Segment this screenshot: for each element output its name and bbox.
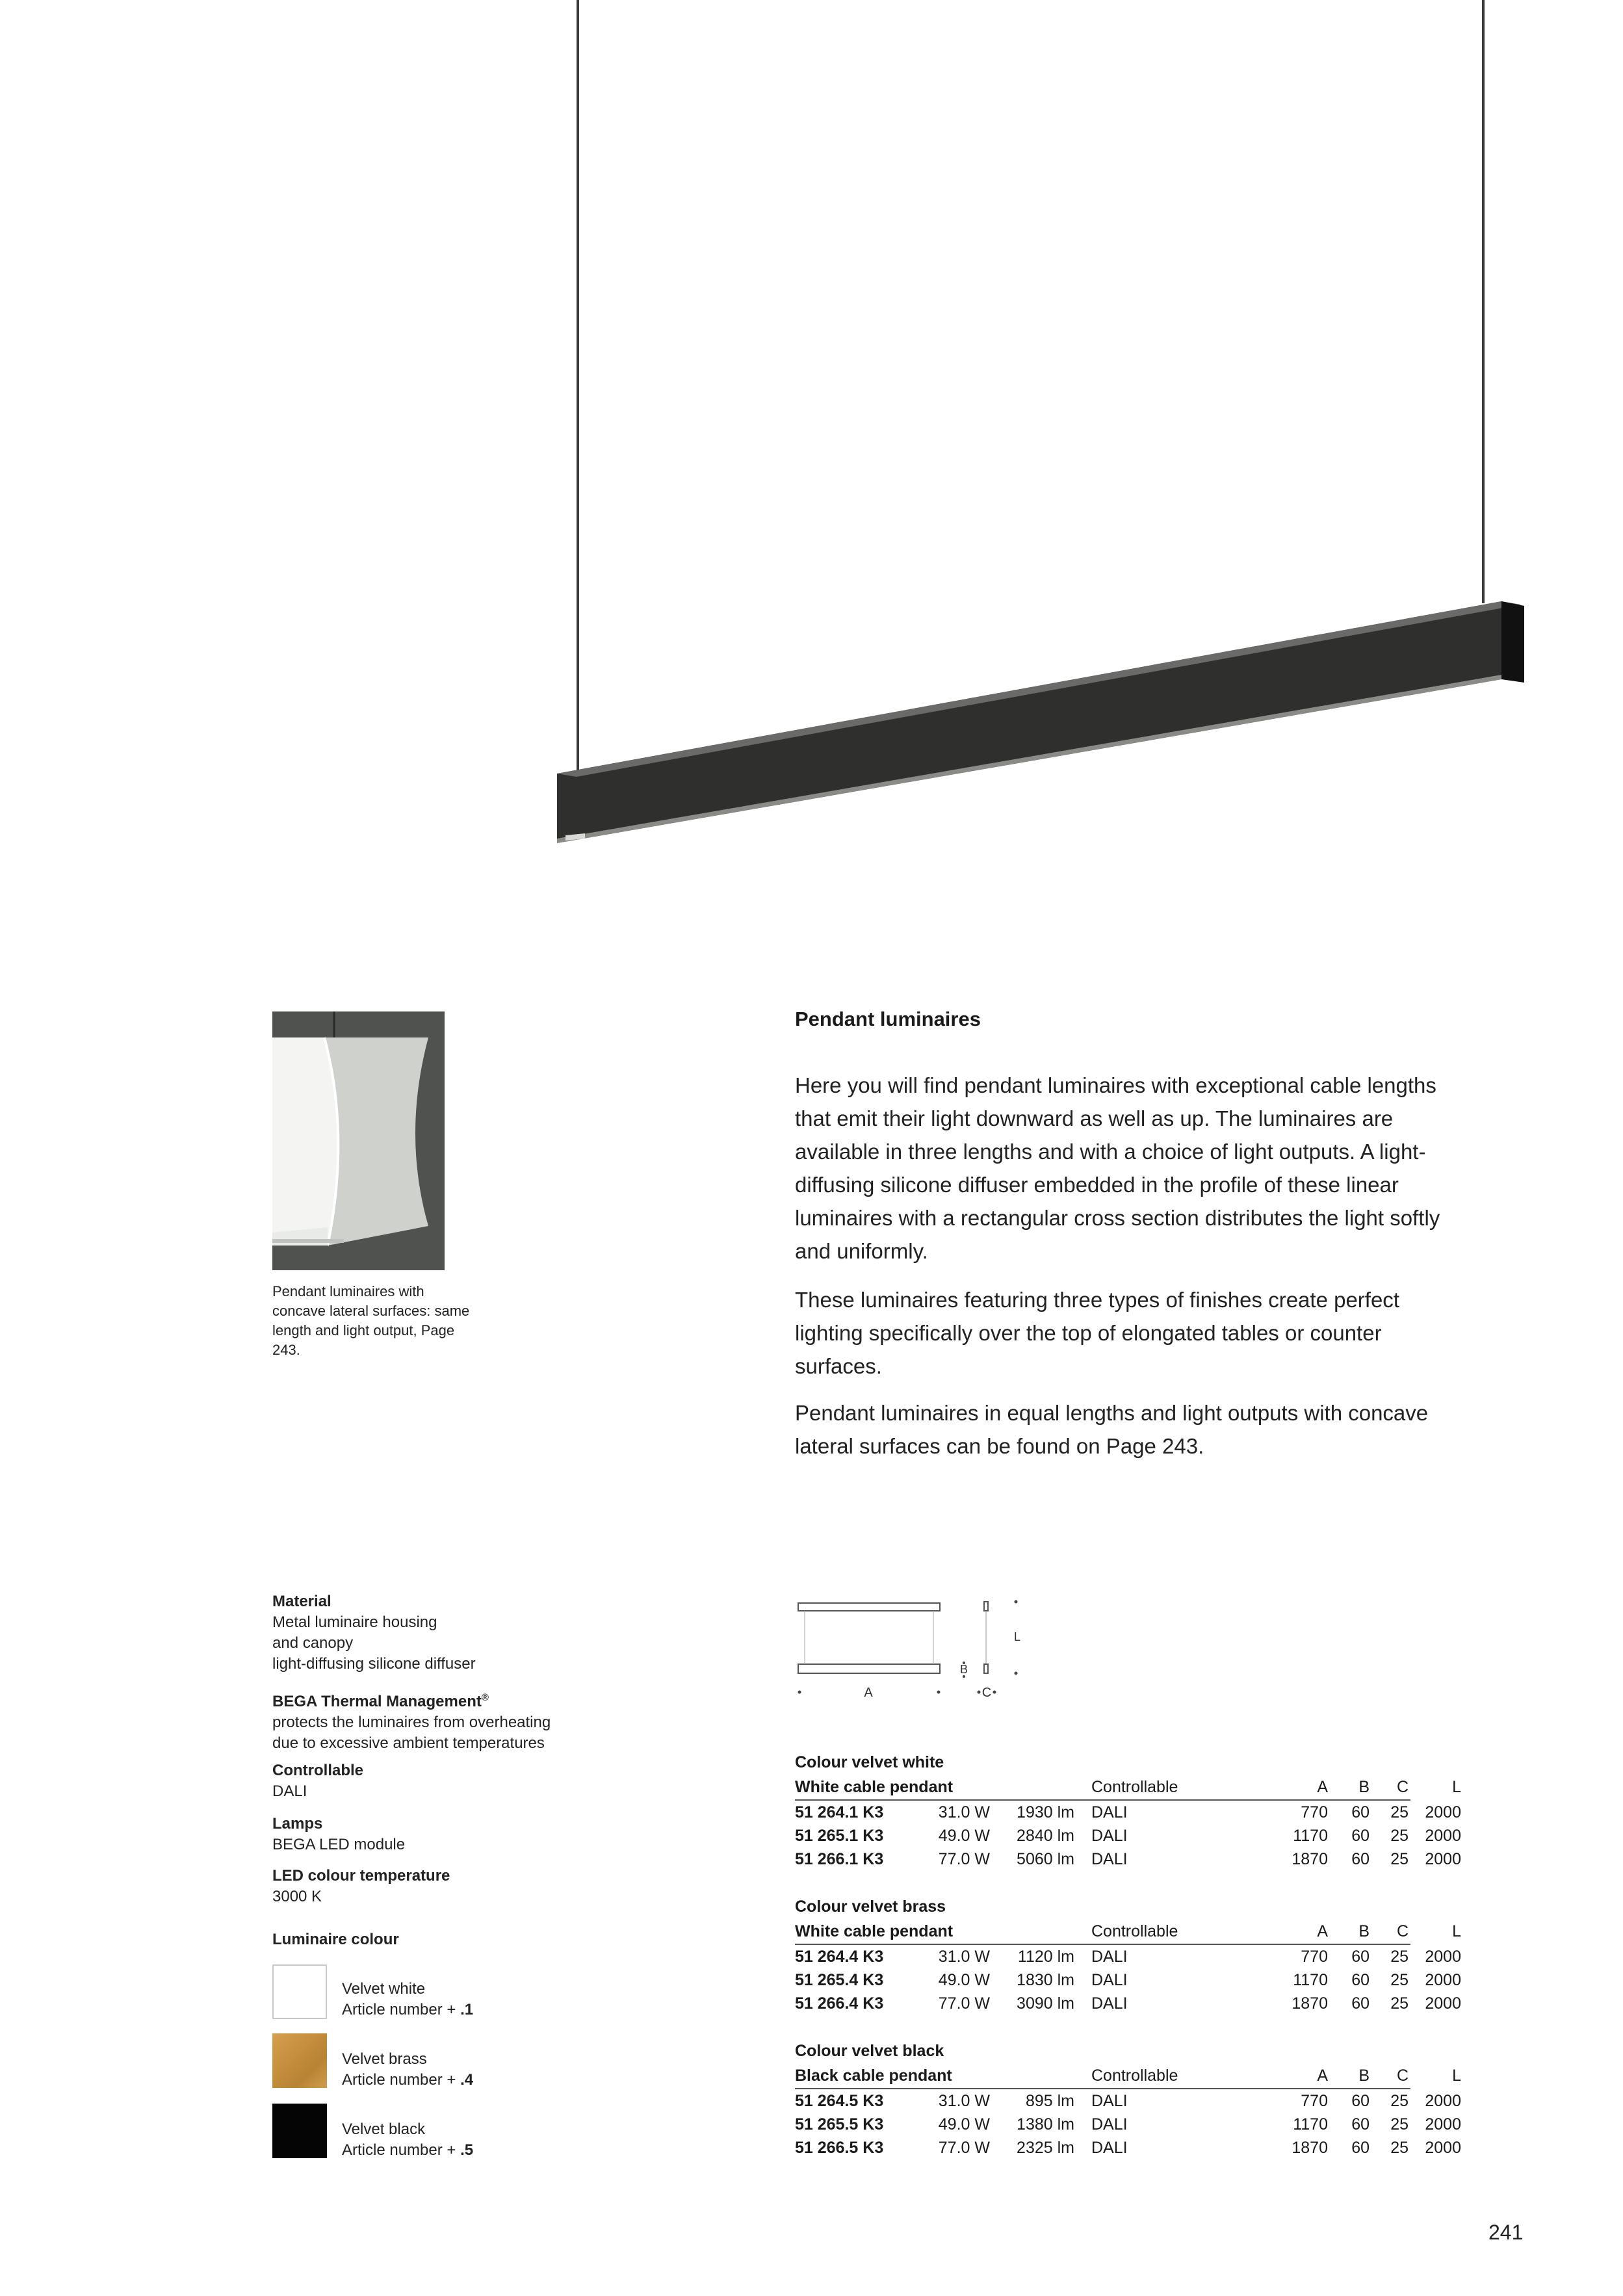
swatch-label-velvet-white bbox=[342, 1979, 473, 2020]
table-row bbox=[795, 1945, 1461, 1968]
col-header-c: C bbox=[1396, 1922, 1409, 1940]
swatch-name: Velvet brass bbox=[342, 2050, 427, 2068]
registered-mark: ® bbox=[481, 1692, 489, 1703]
col-header-controllable: Controllable bbox=[1091, 2067, 1178, 2085]
col-header-b: B bbox=[1358, 1922, 1370, 1940]
spec-controllable bbox=[272, 1760, 636, 1802]
swatch-prefix: Article number + bbox=[342, 2071, 461, 2089]
lumen: 1830 lm bbox=[1017, 1971, 1074, 1989]
lumen: 1380 lm bbox=[1017, 2115, 1074, 2133]
section-title: Pendant luminaires bbox=[795, 1008, 981, 1030]
dim-label-a: A bbox=[864, 1686, 873, 1700]
product-table-velvet-white bbox=[795, 1750, 1461, 1871]
control: DALI bbox=[1091, 1971, 1128, 1989]
wattage: 49.0 W bbox=[938, 1827, 990, 1845]
col-header-b: B bbox=[1358, 2067, 1370, 2085]
wattage: 49.0 W bbox=[938, 2115, 990, 2133]
lumen: 1930 lm bbox=[1017, 1803, 1074, 1821]
dim-b: 60 bbox=[1351, 1948, 1370, 1966]
intro-paragraph: These luminaires featuring three types of finishes create perfect lighting specifically over the top of elongated tables or counter surfaces. bbox=[795, 1288, 1399, 1378]
col-header-b: B bbox=[1358, 1778, 1370, 1796]
col-header-controllable: Controllable bbox=[1091, 1922, 1178, 1940]
wattage: 49.0 W bbox=[938, 1971, 990, 1989]
lumen: 3090 lm bbox=[1017, 1994, 1074, 2013]
table-header bbox=[795, 1775, 1461, 1801]
spec-label: LED colour temperature bbox=[272, 1867, 450, 1885]
intro-paragraph: Here you will find pendant luminaires with exceptional cable lengths that emit their light downward as well as up. The luminaires are available in three lengths and with a choice of light outputs. A light-diffusing silicone diffuser embedded in the profile of these linear luminaires with a rectangular cross section distributes the light softly and uniformly. bbox=[795, 1073, 1440, 1263]
spec-value: light-diffusing silicone diffuser bbox=[272, 1655, 476, 1673]
table-row bbox=[795, 2113, 1461, 2136]
swatch-suffix: .4 bbox=[460, 2071, 474, 2089]
swatch-label-velvet-brass bbox=[342, 2049, 473, 2091]
dim-a: 1870 bbox=[1292, 1994, 1328, 2013]
article-number: 51 266.5 K3 bbox=[795, 2139, 884, 2157]
spec-value: protects the luminaires from overheating bbox=[272, 1714, 551, 1731]
control: DALI bbox=[1091, 2092, 1128, 2110]
dim-b: 60 bbox=[1351, 1803, 1370, 1821]
table-row bbox=[795, 1801, 1461, 1824]
spec-value: 3000 K bbox=[272, 1888, 322, 1905]
dim-l: 2000 bbox=[1425, 1850, 1461, 1868]
control: DALI bbox=[1091, 1850, 1128, 1868]
dim-c: 25 bbox=[1390, 1971, 1409, 1989]
dim-b: 60 bbox=[1351, 1994, 1370, 2013]
dim-a: 1170 bbox=[1293, 1827, 1328, 1845]
swatch-name: Velvet white bbox=[342, 1980, 426, 1998]
article-number: 51 264.1 K3 bbox=[795, 1803, 884, 1821]
article-number: 51 265.1 K3 bbox=[795, 1827, 884, 1845]
dim-label-c: C bbox=[981, 1686, 992, 1700]
dim-c: 25 bbox=[1390, 1948, 1409, 1966]
article-number: 51 264.5 K3 bbox=[795, 2092, 884, 2110]
spec-label: Controllable bbox=[272, 1762, 364, 1779]
dimension-drawing bbox=[792, 1590, 1039, 1707]
dim-a: 1170 bbox=[1293, 2115, 1328, 2133]
wattage: 31.0 W bbox=[938, 1803, 990, 1821]
table-header bbox=[795, 1919, 1461, 1945]
table-header bbox=[795, 2063, 1461, 2089]
dim-a: 770 bbox=[1301, 2092, 1328, 2110]
table-subtitle: White cable pendant bbox=[795, 1778, 954, 1796]
swatch-name: Velvet black bbox=[342, 2120, 426, 2138]
swatch-suffix: .5 bbox=[460, 2141, 474, 2159]
dim-a: 1170 bbox=[1293, 1971, 1328, 1989]
swatch-prefix: Article number + bbox=[342, 2141, 461, 2159]
thumbnail-caption: Pendant luminaires with concave lateral surfaces: same length and light output, Page 243. bbox=[272, 1283, 470, 1358]
spec-label: Material bbox=[272, 1593, 331, 1610]
table-row bbox=[795, 1992, 1461, 2015]
spec-lamps bbox=[272, 1814, 636, 1855]
table-row bbox=[795, 2136, 1461, 2159]
dim-b: 60 bbox=[1351, 2139, 1370, 2157]
swatch-prefix: Article number + bbox=[342, 2001, 461, 2018]
table-row bbox=[795, 1847, 1461, 1871]
article-number: 51 266.4 K3 bbox=[795, 1994, 884, 2013]
lumen: 895 lm bbox=[1025, 2092, 1074, 2110]
article-number: 51 265.5 K3 bbox=[795, 2115, 884, 2133]
wattage: 31.0 W bbox=[938, 1948, 990, 1966]
dim-l: 2000 bbox=[1425, 1827, 1461, 1845]
dim-a: 1870 bbox=[1292, 1850, 1328, 1868]
table-title: Colour velvet brass bbox=[795, 1898, 946, 1916]
swatch-suffix: .1 bbox=[460, 2001, 474, 2018]
spec-value: Metal luminaire housing bbox=[272, 1613, 437, 1631]
col-header-l: L bbox=[1452, 1922, 1461, 1940]
product-table-velvet-black bbox=[795, 2039, 1461, 2159]
spec-colour-temperature bbox=[272, 1866, 636, 1907]
control: DALI bbox=[1091, 2139, 1128, 2157]
col-header-l: L bbox=[1452, 1778, 1461, 1796]
dim-c: 25 bbox=[1390, 1827, 1409, 1845]
dim-b: 60 bbox=[1351, 1971, 1370, 1989]
dim-label-b: B bbox=[959, 1663, 968, 1676]
control: DALI bbox=[1091, 1948, 1128, 1966]
spec-value: BEGA LED module bbox=[272, 1836, 406, 1853]
table-row bbox=[795, 1968, 1461, 1992]
control: DALI bbox=[1091, 1803, 1128, 1821]
spec-label: Lamps bbox=[272, 1815, 323, 1833]
wattage: 77.0 W bbox=[938, 1850, 990, 1868]
control: DALI bbox=[1091, 2115, 1128, 2133]
dim-l: 2000 bbox=[1425, 2115, 1461, 2133]
swatch-velvet-brass bbox=[272, 2033, 327, 2088]
table-title: Colour velvet white bbox=[795, 1753, 944, 1771]
table-subtitle: White cable pendant bbox=[795, 1922, 954, 1940]
spec-value: and canopy bbox=[272, 1634, 354, 1652]
dim-l: 2000 bbox=[1425, 1971, 1461, 1989]
col-header-c: C bbox=[1396, 2067, 1409, 2085]
article-number: 51 266.1 K3 bbox=[795, 1850, 884, 1868]
spec-label: BEGA Thermal Management bbox=[272, 1693, 482, 1710]
wattage: 77.0 W bbox=[938, 1994, 990, 2013]
control: DALI bbox=[1091, 1827, 1128, 1845]
dim-label-l: L bbox=[1013, 1630, 1021, 1643]
dim-b: 60 bbox=[1351, 1827, 1370, 1845]
table-title: Colour velvet black bbox=[795, 2042, 944, 2060]
control: DALI bbox=[1091, 1994, 1128, 2013]
hero-luminaire-image bbox=[0, 0, 1623, 865]
spec-thermal-management bbox=[272, 1688, 636, 1754]
lumen: 2325 lm bbox=[1017, 2139, 1074, 2157]
article-number: 51 265.4 K3 bbox=[795, 1971, 884, 1989]
dim-a: 770 bbox=[1301, 1948, 1328, 1966]
dim-l: 2000 bbox=[1425, 1948, 1461, 1966]
luminaire-colour-title: Luminaire colour bbox=[272, 1931, 399, 1948]
spec-value: DALI bbox=[272, 1782, 307, 1800]
dim-b: 60 bbox=[1351, 2092, 1370, 2110]
col-header-a: A bbox=[1317, 2067, 1328, 2085]
spec-material bbox=[272, 1591, 636, 1675]
lumen: 2840 lm bbox=[1017, 1827, 1074, 1845]
article-number: 51 264.4 K3 bbox=[795, 1948, 884, 1966]
dim-l: 2000 bbox=[1425, 1994, 1461, 2013]
dim-c: 25 bbox=[1390, 2139, 1409, 2157]
table-subtitle: Black cable pendant bbox=[795, 2067, 952, 2085]
dim-c: 25 bbox=[1390, 2115, 1409, 2133]
dim-a: 1870 bbox=[1292, 2139, 1328, 2157]
dim-c: 25 bbox=[1390, 1994, 1409, 2013]
lumen: 1120 lm bbox=[1017, 1948, 1074, 1966]
col-header-a: A bbox=[1317, 1778, 1328, 1796]
dim-c: 25 bbox=[1390, 1803, 1409, 1821]
page-number: 241 bbox=[1488, 2221, 1524, 2244]
swatch-label-velvet-black bbox=[342, 2119, 473, 2161]
dim-l: 2000 bbox=[1425, 2139, 1461, 2157]
dim-l: 2000 bbox=[1425, 2092, 1461, 2110]
col-header-a: A bbox=[1317, 1922, 1328, 1940]
table-row bbox=[795, 1824, 1461, 1847]
dim-c: 25 bbox=[1390, 2092, 1409, 2110]
dim-a: 770 bbox=[1301, 1803, 1328, 1821]
wattage: 77.0 W bbox=[938, 2139, 990, 2157]
spec-value: due to excessive ambient temperatures bbox=[272, 1734, 545, 1752]
product-table-velvet-brass bbox=[795, 1894, 1461, 2015]
swatch-velvet-black bbox=[272, 2104, 327, 2158]
intro-paragraph: Pendant luminaires in equal lengths and light outputs with concave lateral surfaces can be found on Page 243. bbox=[795, 1401, 1429, 1458]
concave-luminaire-thumbnail bbox=[272, 1011, 445, 1270]
col-header-controllable: Controllable bbox=[1091, 1778, 1178, 1796]
col-header-l: L bbox=[1452, 2067, 1461, 2085]
dim-c: 25 bbox=[1390, 1850, 1409, 1868]
dim-b: 60 bbox=[1351, 2115, 1370, 2133]
dim-b: 60 bbox=[1351, 1850, 1370, 1868]
wattage: 31.0 W bbox=[938, 2092, 990, 2110]
lumen: 5060 lm bbox=[1017, 1850, 1074, 1868]
swatch-velvet-white bbox=[272, 1964, 327, 2019]
dim-l: 2000 bbox=[1425, 1803, 1461, 1821]
col-header-c: C bbox=[1396, 1778, 1409, 1796]
table-row bbox=[795, 2089, 1461, 2113]
